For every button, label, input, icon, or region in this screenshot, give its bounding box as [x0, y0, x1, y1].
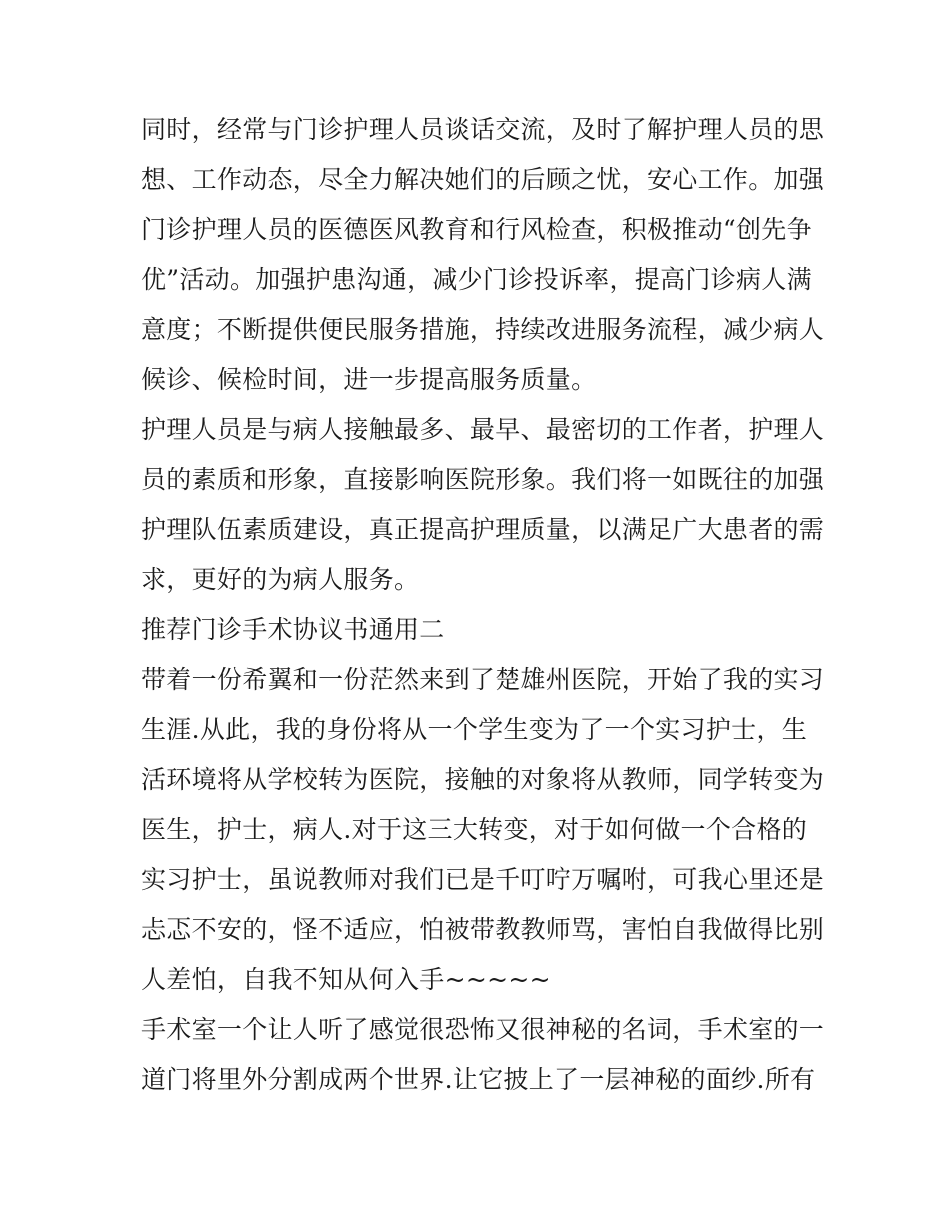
- text-line: 意度；不断提供便民服务措施，持续改进服务流程，减少病人: [141, 315, 825, 344]
- text-line: 忐忑不安的，怪不适应，怕被带教教师骂，害怕自我做得比别: [141, 915, 825, 944]
- text-line: 候诊、候检时间，进一步提高服务质量。: [141, 365, 597, 394]
- text-line: 生涯.从此，我的身份将从一个学生变为了一个实习护士，生: [141, 715, 808, 744]
- text-line: 同时，经常与门诊护理人员谈话交流，及时了解护理人员的思: [141, 115, 825, 144]
- text-line: 求，更好的为病人服务。: [141, 565, 420, 594]
- text-line: 医生，护士，病人.对于这三大转变，对于如何做一个合格的: [141, 815, 808, 844]
- text-line: 实习护士，虽说教师对我们已是千叮咛万嘱咐，可我心里还是: [141, 865, 825, 894]
- text-line: 优”活动。加强护患沟通，减少门诊投诉率，提高门诊病人满: [141, 265, 812, 294]
- text-line: 护理队伍素质建设，真正提高护理质量，以满足广大患者的需: [141, 515, 825, 544]
- document-body: [141, 105, 825, 1105]
- text-line: 人差怕，自我不知从何入手~~~~~: [141, 965, 551, 994]
- text-line: 想、工作动态，尽全力解决她们的后顾之忧，安心工作。加强: [141, 165, 825, 194]
- section-heading: 推荐门诊手术协议书通用二: [141, 615, 445, 644]
- text-line: 道门将里外分割成两个世界.让它披上了一层神秘的面纱.所有: [141, 1065, 816, 1094]
- text-line: 护理人员是与病人接触最多、最早、最密切的工作者，护理人: [141, 415, 825, 444]
- text-line: 门诊护理人员的医德医风教育和行风检查，积极推动“创先争: [141, 215, 812, 244]
- text-line: 带着一份希翼和一份茫然来到了楚雄州医院，开始了我的实习: [141, 665, 825, 694]
- text-line: 手术室一个让人听了感觉很恐怖又很神秘的名词，手术室的一: [141, 1015, 825, 1044]
- text-line: 员的素质和形象，直接影响医院形象。我们将一如既往的加强: [141, 465, 825, 494]
- text-line: 活环境将从学校转为医院，接触的对象将从教师，同学转变为: [141, 765, 825, 794]
